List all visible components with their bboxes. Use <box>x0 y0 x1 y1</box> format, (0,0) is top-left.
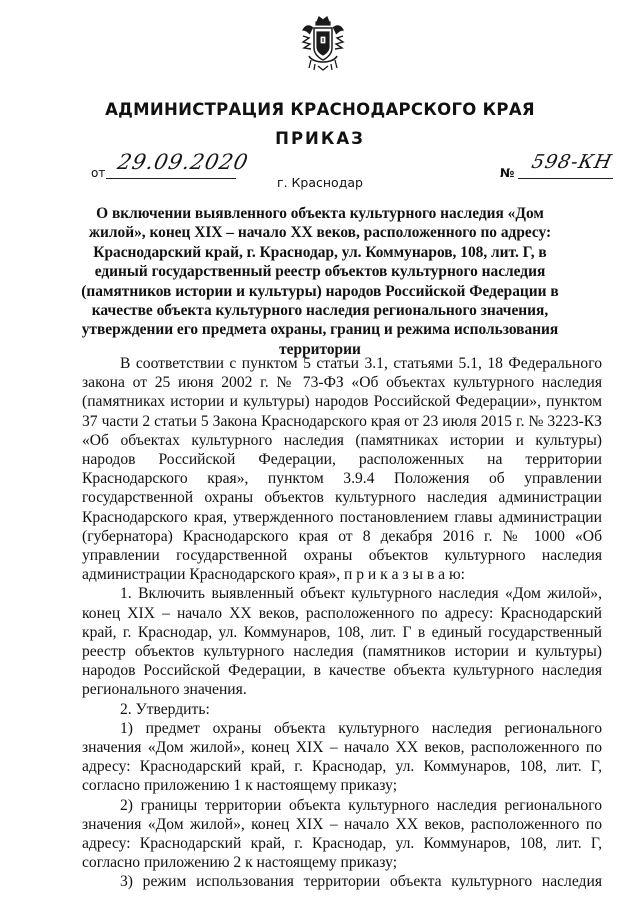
order-item-2-2: 2) границы территории объекта культурного наследия регионального значения «Дом жилой», конец XIX – начало XX веков, расположенного по адресу: Краснодарский край, г. Краснодар, ул. Коммунаров, 108, лит. Г, согласно приложению 2 к настоящему приказу; <box>82 796 602 872</box>
document-body <box>82 354 602 892</box>
document-type: ПРИКАЗ <box>275 129 365 148</box>
city-of-issue: г. Краснодар <box>277 175 363 190</box>
document-title: О включении выявленного объекта культурного наследия «Дом жилой», конец XIX – начало XX веков, расположенного по адресу: Краснодарский край, г. Краснодар, ул. Коммунаров, 108, лит. Г, в единый государственный реестр объектов культурного наследия (памятников истории и культуры) народов Российской Федерации в качестве объекта культурного наследия регионального значения, утверждении его предмета охраны, границ и режима использования территории <box>81 205 559 358</box>
order-item-2: 2. Утвердить: <box>120 700 210 718</box>
date-label: от <box>91 166 106 180</box>
order-item-2-1: 1) предмет охраны объекта культурного наследия регионального значения «Дом жилой», конец XIX – начало XX веков, расположенного по адресу: Краснодарский край, г. Краснодар, ул. Коммунаров, 108, лит. Г, согласно приложению 1 к настоящему приказу; <box>82 719 602 795</box>
handwritten-number: 598-КН <box>529 151 615 173</box>
number-label: № <box>500 166 515 180</box>
preamble-paragraph: В соответствии с пунктом 5 статьи 3.1, статьями 5.1, 18 Федерального закона от 25 июня 2002 г. № 73-ФЗ «Об объектах культурного наследия (памятниках истории и культуры) народов Российской Федерации», пунктом 37 части 2 статьи 5 Закона Краснодарского края от 23 июля 2015 г. № 3223-КЗ «Об объектах культурного наследия (памятниках истории и культуры) народов Российской Федерации, расположенных на территории Краснодарского края», пунктом 3.9.4 Положения об управлении государственной охраны объектов культурного наследия администрации Краснодарского края, утвержденного постановлением главы администрации (губернатора) Краснодарского края от 8 декабря 2016 г. № 1000 «Об управлении государственной охраны объектов культурного наследия администрации Краснодарского края», п р и к а з ы в а ю: <box>82 355 602 584</box>
order-item-2-3: 3) режим использования территории объекта культурного наследия <box>120 873 602 891</box>
issuing-authority: АДМИНИСТРАЦИЯ КРАСНОДАРСКОГО КРАЯ <box>105 100 535 119</box>
order-item-1: 1. Включить выявленный объект культурного наследия «Дом жилой», конец XIX – начало XX веков, расположенного по адресу: Краснодарский край, г. Краснодар, ул. Коммунаров, 108, лит. Г в единый государственный реестр объектов культурного наследия (памятников истории и культуры) народов Российской Федерации, в качестве объекта культурного наследия регионального значения. <box>82 585 602 699</box>
coat-of-arms-emblem <box>301 14 345 72</box>
handwritten-date: 29.09.2020 <box>115 150 251 174</box>
